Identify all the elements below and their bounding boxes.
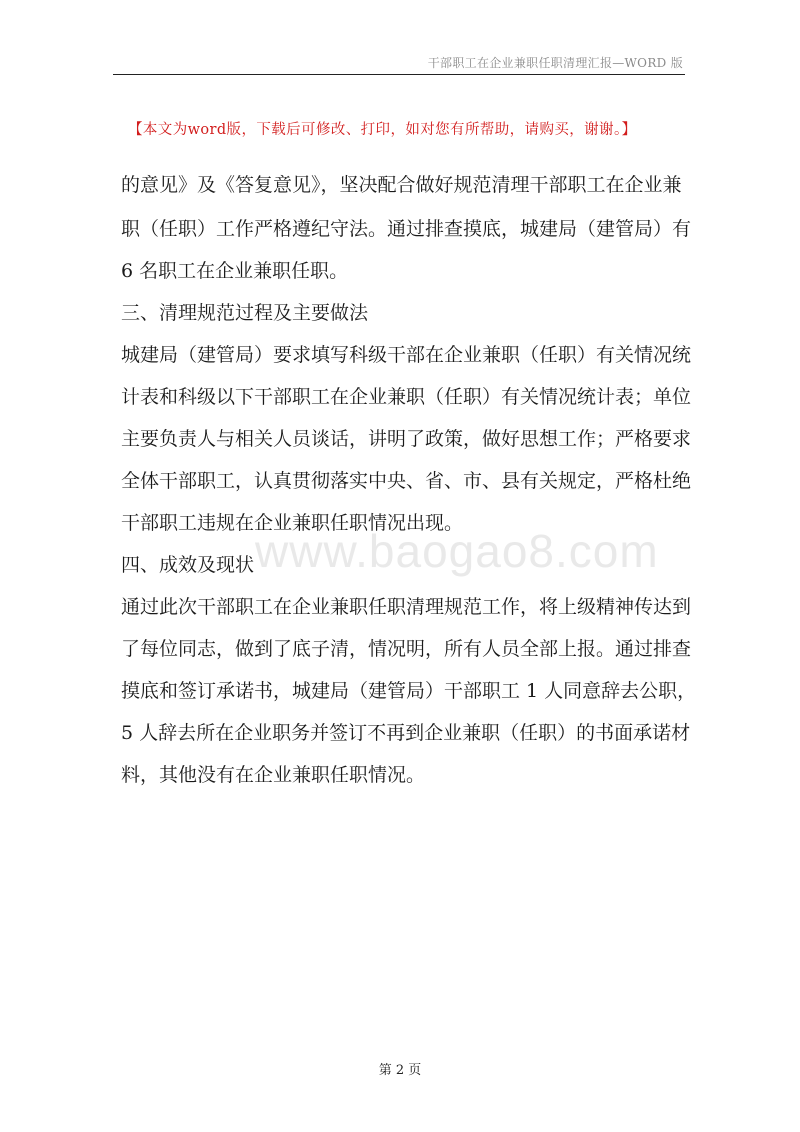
paragraph-line: 通过此次干部职工在企业兼职任职清理规范工作，将上级精神传达到 xyxy=(121,596,692,618)
paragraph-line: 职（任职）工作严格遵纪守法。通过排查摸底，城建局（建管局）有 xyxy=(121,218,692,240)
watermark: www.baogao8.com xyxy=(255,525,659,577)
paragraph-line: 主要负责人与相关人员谈话，讲明了政策，做好思想工作；严格要求 xyxy=(121,428,692,450)
header-title: 干部职工在企业兼职任职清理汇报—WORD 版 xyxy=(427,56,683,70)
paragraph-line: 摸底和签订承诺书，城建局（建管局）干部职工 1 人同意辞去公职， xyxy=(121,680,697,702)
paragraph-line: 6 名职工在企业兼职任职。 xyxy=(121,260,349,282)
paragraph-line: 城建局（建管局）要求填写科级干部在企业兼职（任职）有关情况统 xyxy=(121,344,692,366)
section-heading: 三、清理规范过程及主要做法 xyxy=(121,302,369,324)
download-notice: 【本文为word版，下载后可修改、打印，如对您有所帮助，请购买，谢谢。】 xyxy=(128,122,637,138)
paragraph-line: 计表和科级以下干部职工在企业兼职（任职）有关情况统计表；单位 xyxy=(121,386,692,408)
section-heading: 四、成效及现状 xyxy=(121,554,255,576)
paragraph-line: 料，其他没有在企业兼职任职情况。 xyxy=(121,764,426,786)
paragraph-line: 的意见》及《答复意见》，坚决配合做好规范清理干部职工在企业兼 xyxy=(121,174,682,196)
paragraph-line: 了每位同志，做到了底子清，情况明，所有人员全部上报。通过排查 xyxy=(121,638,692,660)
paragraph-line: 干部职工违规在企业兼职任职情况出现。 xyxy=(121,512,464,534)
page-number: 第 2 页 xyxy=(378,1063,422,1078)
paragraph-line: 全体干部职工，认真贯彻落实中央、省、市、县有关规定，严格杜绝 xyxy=(121,470,692,492)
paragraph-line: 5 人辞去所在企业职务并签订不再到企业兼职（任职）的书面承诺材 xyxy=(121,722,691,744)
page-header xyxy=(113,52,685,75)
